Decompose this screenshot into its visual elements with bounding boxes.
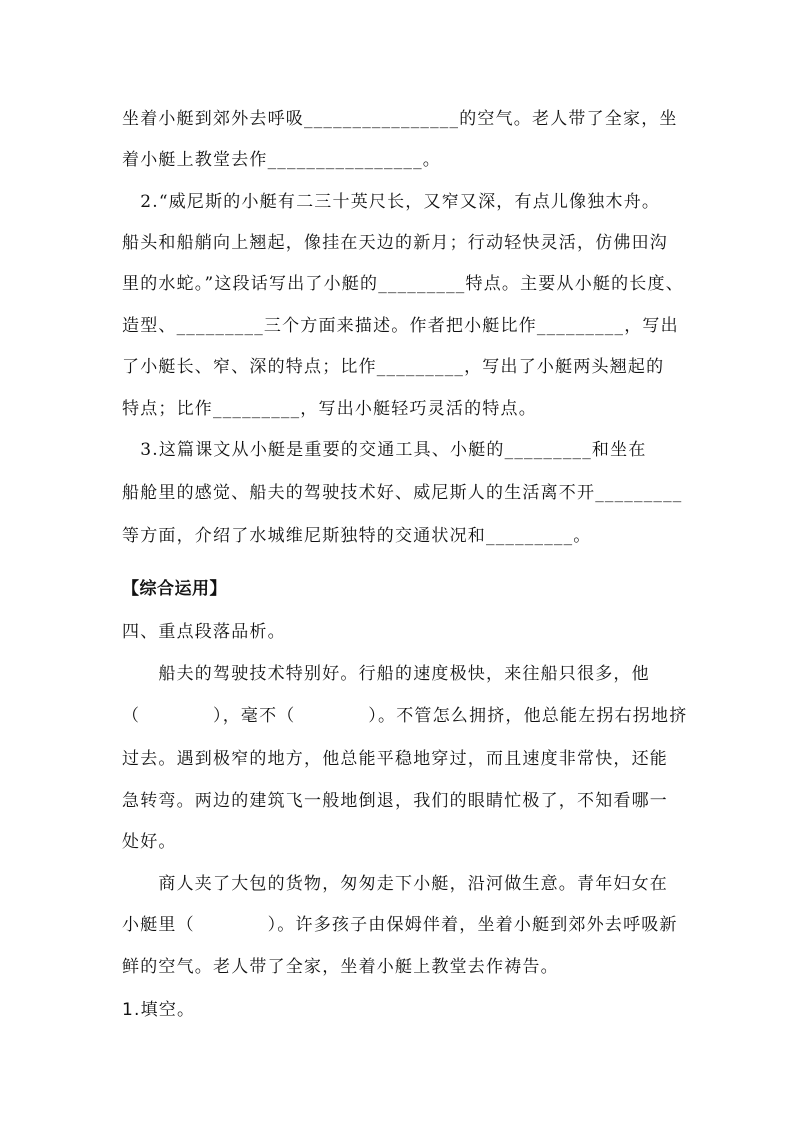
question-2-line-4: 造型、_________三个方面来描述。作者把小艇比作_________，写出	[122, 316, 679, 336]
text-line-2: 着小艇上教堂去作________________。	[122, 150, 441, 170]
passage-line-6: 商人夹了大包的货物，匆匆走下小艇，沿河做生意。青年妇女在	[122, 874, 668, 894]
question-3-line-1: 3.这篇课文从小艇是重要的交通工具、小艇的_________和坐在	[122, 440, 647, 460]
question-2-line-5: 了小艇长、窄、深的特点；比作_________，写出了小艇两头翘起的	[122, 357, 665, 377]
question-2-line-1: 2.“威尼斯的小艇有二三十英尺长，又窄又深，有点儿像独木舟。	[122, 192, 661, 212]
question-2-line-2: 船头和船艄向上翘起，像挂在天边的新月；行动轻快灵活，仿佛田沟	[122, 233, 668, 253]
question-3-line-2: 船舱里的感觉、船夫的驾驶技术好、威尼斯人的生活离不开_________	[122, 483, 683, 503]
passage-line-7: 小艇里（ ）。许多孩子由保姆伴着，坐着小艇到郊外去呼吸新	[122, 915, 678, 935]
passage-line-4: 急转弯。两边的建筑飞一般地倒退，我们的眼睛忙极了，不知看哪一	[122, 791, 668, 811]
exercise-label: 1.填空。	[122, 1000, 196, 1020]
section-subheading: 四、重点段落品析。	[122, 622, 286, 642]
passage-line-1: 船夫的驾驶技术特别好。行船的速度极快，来往船只很多，他	[122, 664, 650, 684]
question-2-line-6: 特点；比作_________，写出小艇轻巧灵活的特点。	[122, 399, 537, 419]
passage-line-5: 处好。	[122, 832, 177, 852]
passage-line-8: 鲜的空气。老人带了全家，坐着小艇上教堂去作祷告。	[122, 957, 559, 977]
section-heading: 【综合运用】	[122, 579, 227, 599]
question-2-line-3: 里的水蛇。”这段话写出了小艇的_________特点。主要从小艇的长度、	[122, 274, 684, 294]
passage-line-2: （ ），毫不（ ）。不管怎么拥挤，他总能左拐右拐地挤	[122, 706, 688, 726]
passage-line-3: 过去。遇到极窄的地方，他总能平稳地穿过，而且速度非常快，还能	[122, 749, 668, 769]
question-3-line-3: 等方面，介绍了水城维尼斯独特的交通状况和_________。	[122, 526, 592, 546]
text-line-1: 坐着小艇到郊外去呼吸________________的空气。老人带了全家，坐	[122, 109, 678, 129]
